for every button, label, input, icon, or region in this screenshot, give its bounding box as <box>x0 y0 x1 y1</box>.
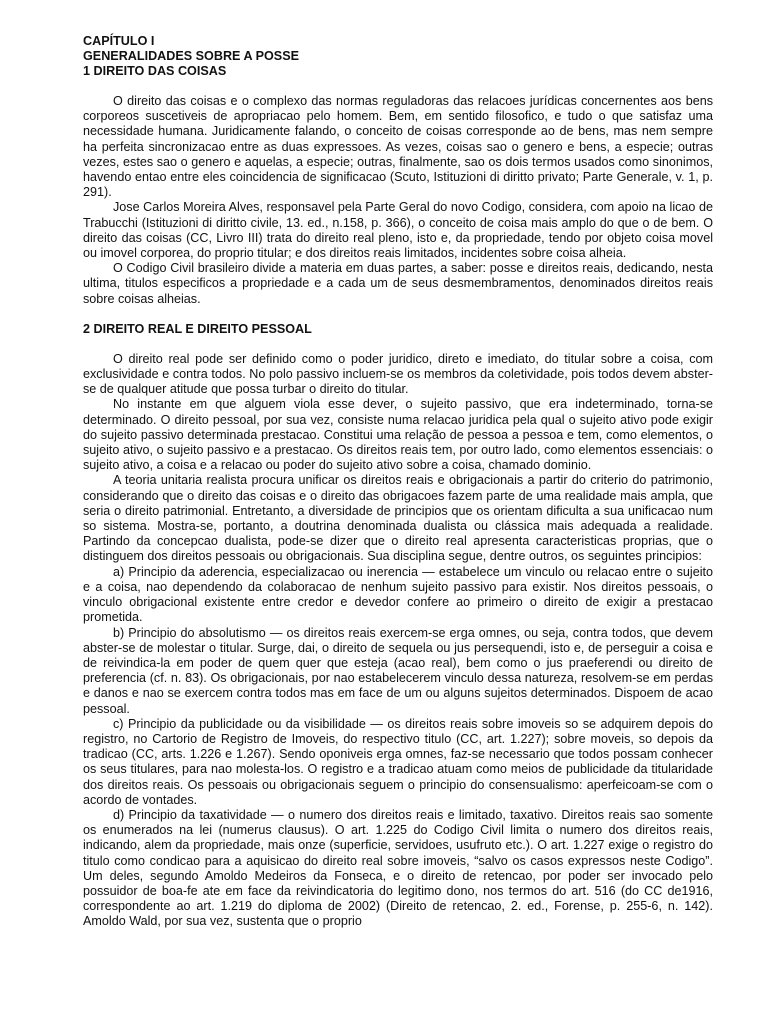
section-gap <box>83 307 713 322</box>
section-2-heading: 2 DIREITO REAL E DIREITO PESSOAL <box>83 321 312 336</box>
paragraph: a) Principio da aderencia, especializacao ou inerencia — estabelece um vinculo ou relacao entre o sujeito e a coisa, nao dependendo da colaboracao de nenhum sujeito passivo para existir. Nos direitos pessoais, o vinculo obrigacional existente entre credor e devedor confere ao primeiro o direito de exigir a prestacao prometida. <box>83 564 713 625</box>
chapter-title: GENERALIDADES SOBRE A POSSE <box>83 49 299 63</box>
paragraph: Jose Carlos Moreira Alves, responsavel pela Parte Geral do novo Codigo, considera, com apoio na licao de Trabucchi (Istituzioni di diritto civile, 13. ed., n.158, p. 366), o conceito de coisa mais amplo do que o de bem. O direito das coisas (CC, Livro III) trata do direito real pleno, isto e, da propriedade, tendo por objeto coisa movel ou imovel corporea, do proprio titular; e dos direitos reais limitados, incidentes sobre coisa alheia. <box>83 200 713 261</box>
chapter-heading: CAPÍTULO I <box>83 34 155 48</box>
paragraph: O Codigo Civil brasileiro divide a materia em duas partes, a saber: posse e direitos reais, dedicando, nesta ultima, titulos especificos a propriedade e a cada um de seus desmembramentos, denominados direitos reais sobre coisas alheias. <box>83 261 713 306</box>
paragraph: O direito real pode ser definido como o poder juridico, direto e imediato, do titular sobre a coisa, com exclusividade e contra todos. No polo passivo incluem-se os membros da coletividade, pois todos devem abster-se de qualquer atitude que possa turbar o direito do titular. <box>83 351 713 397</box>
paragraph: c) Principio da publicidade ou da visibilidade — os direitos reais sobre imoveis so se adquirem depois do registro, no Cartorio de Registro de Imoveis, do respectivo titulo (CC, art. 1.227); sobre moveis, so depois da tradicao (CC, arts. 1.226 e 1.267). Sendo oponiveis erga omnes, faz-se necessario que todos possam conhecer os seus titulares, para nao molesta-los. O registro e a tradicao atuam como meios de publicidade da titularidade dos direitos reais. Os pessoais ou obrigacionais seguem o principio do consensualismo: aperfeicoam-se com o acordo de vontades. <box>83 716 713 807</box>
paragraph: b) Principio do absolutismo — os direitos reais exercem-se erga omnes, ou seja, contra todos, que devem abster-se de molestar o titular. Surge, dai, o direito de sequela ou jus persequendi, isto e, de perseguir a coisa e de reivindica-la em poder de quem quer que esteja (acao real), bem como o jus praeferendi ou direito de preferencia (cf. n. 83). Os obrigacionais, por nao estabelecerem vinculo dessa natureza, resolvem-se em perdas e danos e nao se exercem contra todos mas em face de um ou alguns sujeitos determinados. Dispoem de acao pessoal. <box>83 625 713 716</box>
paragraph: A teoria unitaria realista procura unificar os direitos reais e obrigacionais a partir do criterio do patrimonio, considerando que o direito das coisas e o direito das obrigacoes fazem parte de uma realidade mais ampla, que seria o direito patrimonial. Entretanto, a diversidade de principios que os orientam dificulta a sua unificacao num so sistema. Mostra-se, portanto, a doutrina denominada dualista ou clássica mais adequada a realidade. Partindo da concepcao dualista, pode-se dizer que o direito real apresenta caracteristicas proprias, que o distinguem dos direitos pessoais ou obrigacionais. Sua disciplina segue, dentre outros, os seguintes principios: <box>83 473 713 564</box>
paragraph: d) Principio da taxatividade — o numero dos direitos reais e limitado, taxativo. Direitos reais sao somente os enumerados na lei (numerus clausus). O art. 1.225 do Codigo Civil limita o numero dos direitos reais, indicando, alem da propriedade, mais onze (superficie, servidoes, usufruto etc.). O art. 1.227 exige o registro do titulo como condicao para a aquisicao do direito real sobre imoveis, “salvo os casos expressos neste Codigo”. Um deles, segundo Amoldo Medeiros da Fonseca, e o direito de retencao, por poder ser invocado pelo possuidor de boa-fe ate em face da reivindicatoria do legitimo dono, nos termos do art. 516 (do CC de1916, correspondente ao art. 1.219 do diploma de 2002) (Direito de retencao, 2. ed., Forense, p. 255-6, n. 142). Amoldo Wald, por sua vez, sustenta que o proprio <box>83 807 713 929</box>
section-1-heading: 1 DIREITO DAS COISAS <box>83 64 227 78</box>
paragraph: O direito das coisas e o complexo das normas reguladoras das relacoes jurídicas concernentes aos bens corporeos suscetiveis de apropriacao pelo homem. Bem, em sentido filosofico, e tudo o que satisfaz uma necessidade humana. Juridicamente falando, o conceito de coisas corresponde ao de bens, mas nem sempre ha perfeita sincronizacao entre as duas expressoes. As vezes, coisas sao o genero e bens, a especie; outras vezes, estes sao o genero e aquelas, a especie; outras, finalmente, sao os dois termos usados como sinonimos, havendo entao entre eles coincidencia de significacao (Scuto, Istituzioni di diritto privato; Parte Generale, v. 1, p. 291). <box>83 94 713 200</box>
heading-gap <box>83 337 713 352</box>
heading-gap <box>83 79 713 94</box>
paragraph: No instante em que alguem viola esse dever, o sujeito passivo, que era indeterminado, torna-se determinado. O direito pessoal, por sua vez, consiste numa relacao juridica pela qual o sujeito ativo pode exigir do sujeito passivo determinada prestacao. Constitui uma relação de pessoa a pessoa e tem, como elementos, o sujeito ativo, o sujeito passivo e a prestacao. Os direitos reais tem, por outro lado, como elementos essenciais: o sujeito ativo, a coisa e a relacao ou poder do sujeito ativo sobre a coisa, chamado dominio. <box>83 397 713 473</box>
